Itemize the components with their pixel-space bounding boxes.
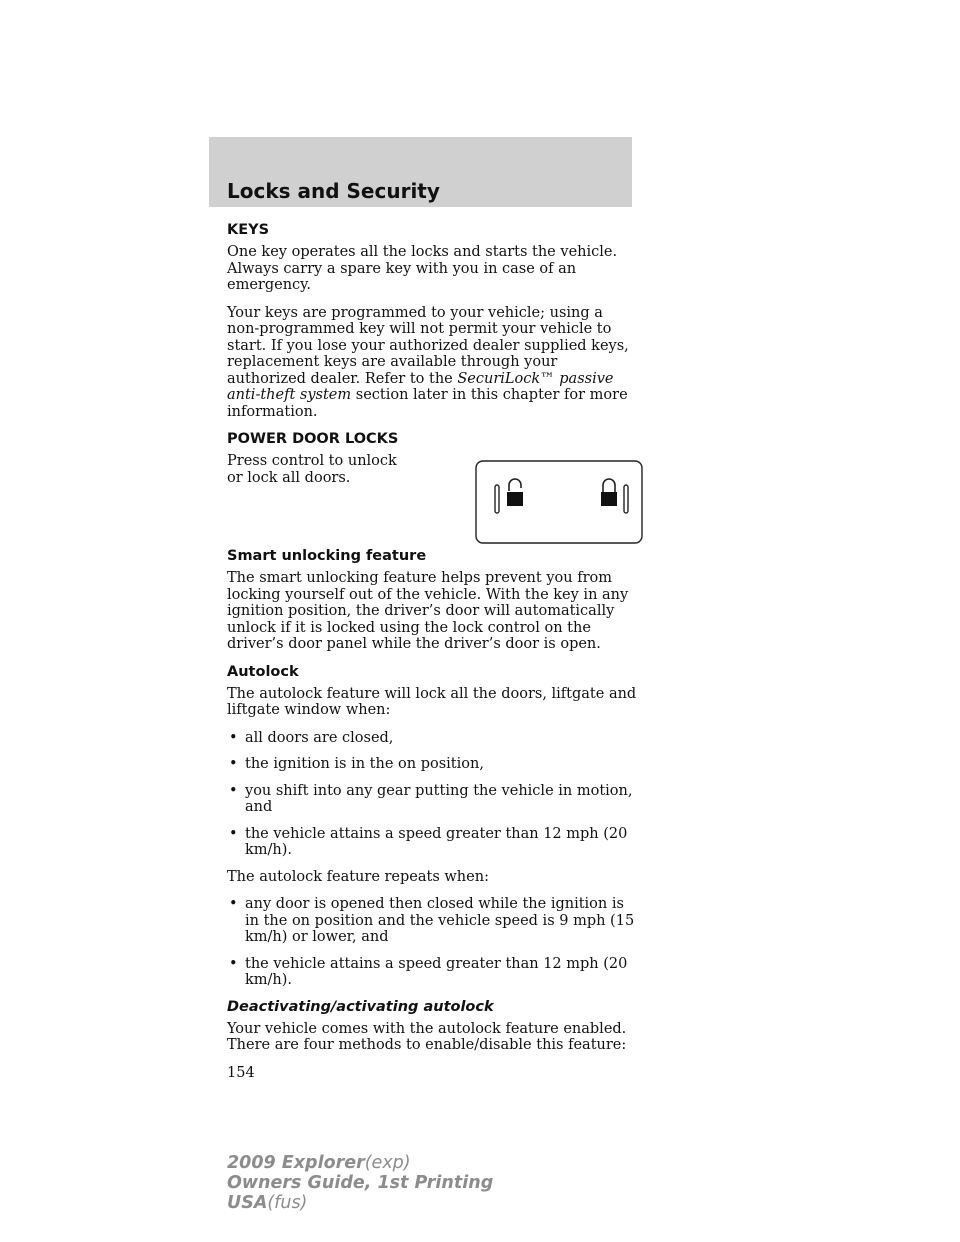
keys-paragraph-1: One key operates all the locks and starts the vehicle. Always carry a spare key with you in case of an emergency. [227, 244, 618, 293]
autolock-repeat-intro: The autolock feature repeats when: [227, 868, 489, 885]
footer-model-code: (exp) [364, 1153, 411, 1173]
footer-line-3 [227, 1193, 493, 1213]
list-item: • the vehicle attains a speed greater than 12 mph (20 km/h). [227, 956, 637, 989]
power-door-locks-heading: POWER DOOR LOCKS [227, 431, 399, 447]
power-locks-row [227, 453, 637, 544]
lock-button [601, 479, 628, 513]
lock-control-panel [476, 461, 642, 543]
deactivating-autolock-paragraph: Your vehicle comes with the autolock feature enabled. There are four methods to enable/disable this feature: [227, 1020, 627, 1053]
autolock-repeat-list [227, 896, 637, 989]
lock-control-illustration [475, 460, 645, 544]
securilock-reference: SecuriLock™ passive anti-theft system [227, 370, 614, 403]
keys-paragraph-2-start: Your keys are programmed to your vehicle; using a non-programmed key will not permit your vehicle to start. If you lose your authorized dealer supplied keys, replacement keys are available through your authorized dealer. Refer to the [227, 304, 629, 387]
keys-paragraph-2 [227, 305, 637, 421]
unlock-button [495, 479, 523, 513]
page-content [227, 222, 637, 1081]
power-locks-paragraph: Press control to unlock or lock all doors. [227, 453, 397, 486]
smart-unlocking-paragraph: The smart unlocking feature helps prevent you from locking yourself out of the vehicle. With the key in any ignition position, the driver’s door will automatically unlock if it is locked using the lock control on the driver’s door panel while the driver’s door is open. [227, 570, 629, 652]
list-item: • the vehicle attains a speed greater than 12 mph (20 km/h). [227, 826, 637, 859]
keys-paragraph-2-end: section later in this chapter for more information. [227, 387, 628, 420]
autolock-heading: Autolock [227, 663, 299, 680]
page-number: 154 [227, 1064, 255, 1081]
footer-line-1 [227, 1153, 493, 1173]
print-footer [227, 1153, 493, 1213]
smart-unlocking-heading: Smart unlocking feature [227, 548, 427, 564]
footer-market: USA [227, 1193, 268, 1213]
unlock-button-bar [495, 485, 499, 513]
footer-line-2: Owners Guide, 1st Printing [227, 1173, 494, 1193]
footer-market-code: (fus) [267, 1193, 308, 1213]
deactivating-autolock-heading: Deactivating/activating autolock [227, 998, 494, 1015]
footer-model: 2009 Explorer [227, 1153, 365, 1173]
list-item: • all doors are closed, [227, 730, 637, 747]
keys-heading: KEYS [227, 222, 270, 238]
autolock-conditions-list [227, 730, 637, 859]
autolock-intro: The autolock feature will lock all the doors, liftgate and liftgate window when: [227, 685, 637, 718]
list-item: • any door is opened then closed while the ignition is in the on position and the vehicle speed is 9 mph (15 km/h) or lower, and [227, 896, 637, 946]
chapter-title: Locks and Security [227, 179, 440, 203]
chapter-header-band [209, 137, 632, 207]
unlocked-padlock-icon [507, 479, 523, 506]
list-item: • you shift into any gear putting the vehicle in motion, and [227, 783, 637, 816]
locked-padlock-icon [601, 479, 617, 506]
list-item: • the ignition is in the on position, [227, 756, 637, 773]
lock-button-bar [624, 485, 628, 513]
